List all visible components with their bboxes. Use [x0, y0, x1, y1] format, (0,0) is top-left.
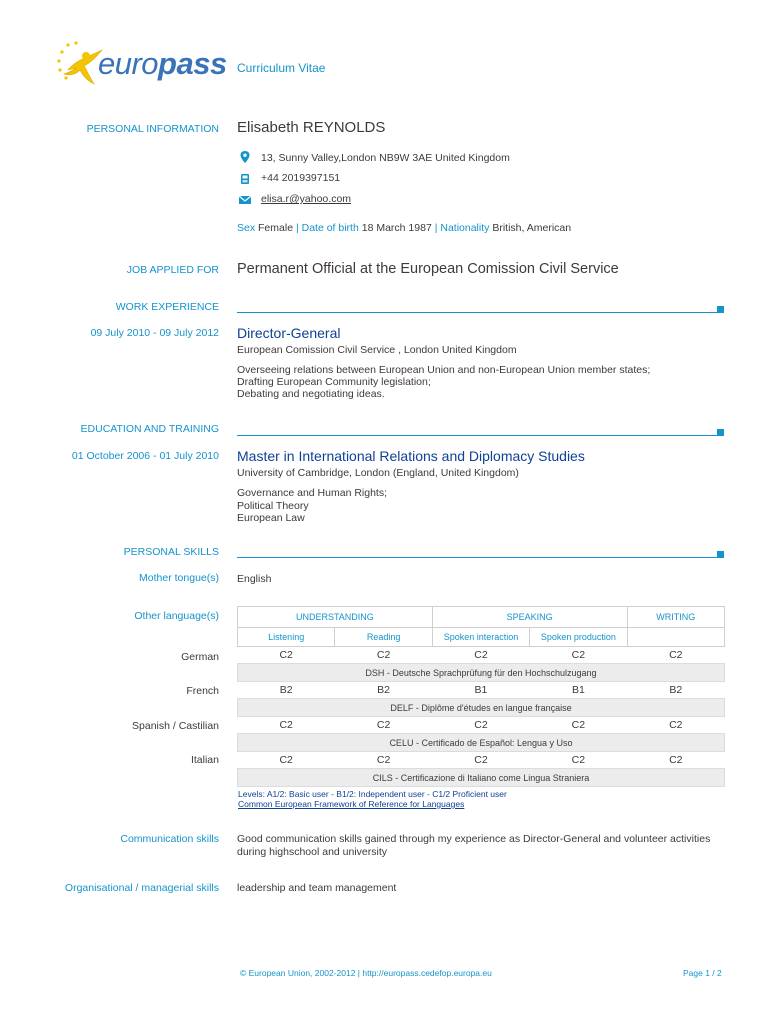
education-label: EDUCATION AND TRAINING: [80, 423, 219, 435]
phone-icon: [238, 172, 252, 186]
address: 13, Sunny Valley,London NB9W 3AE United Kingdom: [261, 152, 510, 164]
section-marker: [717, 551, 724, 558]
level-cell: B1: [571, 684, 585, 696]
dob-label: Date of birth: [301, 222, 359, 234]
writing-subheader: [627, 628, 724, 647]
level-cell: B2: [669, 684, 683, 696]
email-icon: [238, 193, 252, 207]
duty-item: Drafting European Community legislation;: [237, 376, 431, 388]
level-cell: C2: [376, 754, 391, 766]
level-cell: C2: [571, 719, 586, 731]
level-cell: C2: [279, 754, 293, 766]
education-dates: 01 October 2006 - 01 July 2010: [71, 450, 219, 462]
work-dates: 09 July 2010 - 09 July 2012: [90, 327, 219, 339]
level-cell: C2: [474, 719, 488, 731]
organisational-skills-value: leadership and team management: [237, 882, 397, 894]
mother-tongue-value: English: [237, 573, 272, 585]
language-name: French: [186, 685, 219, 697]
phone: +44 2019397151: [261, 172, 341, 184]
personal-details: [237, 222, 571, 234]
page-number: Page 1 / 2: [683, 968, 722, 978]
language-name: Italian: [190, 754, 219, 766]
personal-info-label: PERSONAL INFORMATION: [86, 123, 219, 135]
language-certificate: DELF - Diplôme d'études en langue française: [238, 699, 725, 717]
reading-header: Reading: [335, 628, 432, 647]
level-cell: B2: [279, 684, 293, 696]
section-marker: [717, 306, 724, 313]
writing-header: WRITING: [627, 607, 724, 628]
spoken-interaction-header: Spoken interaction: [432, 628, 529, 647]
understanding-header: UNDERSTANDING: [238, 607, 433, 628]
language-certificate: CELU - Certificado de Español: Lengua y Uso: [238, 734, 725, 752]
person-name: Elisabeth REYNOLDS: [237, 119, 386, 136]
section-divider: [237, 557, 717, 558]
level-cell: C2: [279, 649, 293, 661]
language-levels-row: [238, 647, 725, 664]
doc-title: Curriculum Vitae: [237, 61, 326, 75]
logo-suffix: pass: [158, 46, 227, 81]
language-name: Spanish / Castilian: [132, 720, 219, 732]
sex-label: Sex: [237, 222, 256, 234]
education-institution: University of Cambridge, London (England, United Kingdom): [237, 467, 519, 479]
location-pin-icon: [238, 150, 252, 164]
level-cell: C2: [669, 719, 683, 731]
work-experience-label: WORK EXPERIENCE: [115, 301, 219, 313]
separator: |: [434, 222, 438, 234]
duty-item: Overseeing relations between European Union and non-European Union member states;: [237, 364, 651, 376]
language-certificate: DSH - Deutsche Sprachprüfung für den Hochschulzugang: [238, 664, 725, 682]
level-cell: C2: [474, 649, 488, 661]
personal-skills-label: PERSONAL SKILLS: [123, 546, 219, 558]
separator: |: [295, 222, 299, 234]
work-duties: [237, 364, 650, 400]
language-levels-row: [238, 682, 725, 699]
job-applied-value: Permanent Official at the European Comission Civil Service: [237, 261, 619, 277]
language-name: German: [181, 651, 219, 663]
language-levels-row: [238, 752, 725, 769]
logo-wordmark: [98, 46, 227, 82]
level-cell: B2: [377, 684, 390, 696]
job-applied-label: JOB APPLIED FOR: [126, 264, 219, 276]
education-subjects: [237, 487, 387, 525]
level-cell: C2: [376, 719, 391, 731]
communication-skills-label: Communication skills: [120, 833, 219, 845]
section-divider: [237, 312, 717, 313]
level-cell: C2: [669, 754, 683, 766]
level-cell: C2: [376, 649, 391, 661]
subject-item: European Law: [237, 512, 305, 524]
level-cell: C2: [669, 649, 683, 661]
work-employer: European Comission Civil Service , London United Kingdom: [237, 344, 517, 356]
language-table: [237, 606, 725, 787]
education-title: Master in International Relations and Diplomacy Studies: [237, 448, 585, 464]
logo-prefix: euro: [98, 46, 159, 81]
subject-item: Governance and Human Rights;: [237, 487, 387, 499]
language-levels-row: [238, 717, 725, 734]
level-cell: B1: [474, 684, 488, 696]
other-languages-label: Other language(s): [134, 610, 219, 622]
nationality-label: Nationality: [440, 222, 490, 234]
level-cell: C2: [571, 754, 586, 766]
dob-value: 18 March 1987: [361, 222, 432, 234]
level-cell: C2: [474, 754, 488, 766]
subject-item: Political Theory: [237, 499, 309, 512]
language-certificate: CILS - Certificazione di Italiano come Lingua Straniera: [238, 769, 725, 787]
cefr-link[interactable]: Common European Framework of Reference for Languages: [238, 799, 465, 809]
listening-header: Listening: [238, 628, 335, 647]
levels-note: Levels: A1/2: Basic user - B1/2: Independent user - C1/2 Proficient user: [238, 789, 507, 799]
section-marker: [717, 429, 724, 436]
section-divider: [237, 435, 717, 436]
nationality-value: British, American: [492, 222, 572, 234]
mother-tongue-label: Mother tongue(s): [139, 572, 219, 584]
level-cell: C2: [279, 719, 293, 731]
email-link[interactable]: elisa.r@yahoo.com: [261, 193, 352, 205]
organisational-skills-label: Organisational / managerial skills: [64, 882, 219, 894]
europass-logo: [52, 38, 227, 88]
spoken-production-header: Spoken production: [530, 628, 627, 647]
communication-skills-value: Good communication skills gained through my experience as Director-General and volunteer activities during highschool and university: [237, 833, 711, 858]
footer-copyright: © European Union, 2002-2012 | http://europass.cedefop.europa.eu: [240, 968, 492, 978]
sex-value: Female: [258, 222, 294, 234]
speaking-header: SPEAKING: [432, 607, 627, 628]
duty-item: Debating and negotiating ideas.: [237, 388, 385, 400]
level-cell: C2: [571, 649, 586, 661]
work-title: Director-General: [237, 325, 341, 341]
